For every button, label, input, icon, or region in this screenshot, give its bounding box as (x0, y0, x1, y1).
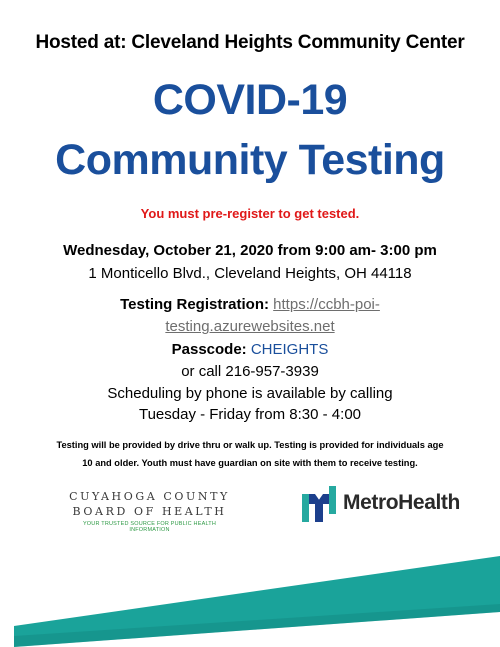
testing-note-line-1: Testing will be provided by drive thru or walk up. Testing is provided for individuals age (56, 440, 444, 450)
passcode-label: Passcode: (171, 341, 247, 358)
hosted-at-heading: Hosted at: Cleveland Heights Community Center (35, 32, 465, 53)
registration-label: Testing Registration: (120, 296, 269, 313)
metrohealth-wordmark: MetroHealth (343, 491, 460, 514)
passcode-value: CHEIGHTS (250, 341, 329, 358)
ccbh-logo-line-1: CUYAHOGA COUNTY (69, 490, 230, 503)
registration-link-part-2[interactable]: testing.azurewebsites.net (165, 318, 335, 335)
testing-note-line-2: 10 and older. Youth must have guardian on site with them to receive testing. (82, 458, 418, 468)
ccbh-logo-line-2: BOARD OF HEALTH (72, 505, 227, 518)
schedule-line-1: Scheduling by phone is available by calling (107, 385, 393, 402)
ccbh-tagline: YOUR TRUSTED SOURCE FOR PUBLIC HEALTH INFORMATION (82, 521, 217, 533)
event-address: 1 Monticello Blvd., Cleveland Heights, OH 44118 (88, 265, 412, 282)
event-date-time: Wednesday, October 21, 2020 from 9:00 am- 3:00 pm (63, 242, 437, 259)
title-line-2: Community Testing (55, 136, 445, 184)
title-line-1: COVID-19 (152, 76, 348, 124)
schedule-line-2: Tuesday - Friday from 8:30 - 4:00 (138, 406, 362, 423)
preregister-notice: You must pre-register to get tested. (140, 206, 360, 221)
call-number: or call 216-957-3939 (181, 363, 319, 380)
registration-link-part-1[interactable]: https://ccbh-poi- (273, 296, 380, 313)
